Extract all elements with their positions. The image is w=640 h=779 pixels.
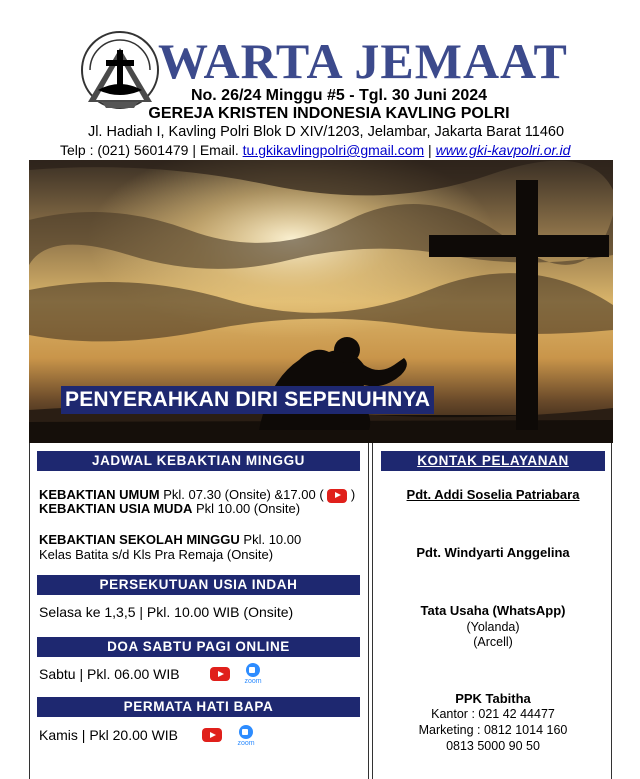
pastor-addi: Pdt. Addi Soselia Patriabara bbox=[406, 487, 580, 502]
kebaktian-muda-line bbox=[39, 501, 300, 516]
ppk-kantor: Kantor : 021 42 44477 bbox=[431, 707, 555, 721]
kebaktian-umum-time: Pkl. 07.30 (Onsite) &17.00 ( bbox=[163, 487, 324, 502]
permata-heading: PERMATA HATI BAPA bbox=[37, 697, 360, 717]
ppk-title: PPK Tabitha bbox=[455, 691, 531, 706]
email-link[interactable]: tu.gkikavlingpolri@gmail.com bbox=[242, 142, 425, 158]
phone-text: Telp : (021) 5601479 | Email. bbox=[60, 142, 239, 158]
sekolah-minggu-label: KEBAKTIAN SEKOLAH MINGGU bbox=[39, 532, 240, 547]
zoom-icon[interactable] bbox=[235, 725, 257, 751]
youtube-icon[interactable] bbox=[202, 728, 222, 742]
tata-usaha-title: Tata Usaha (WhatsApp) bbox=[420, 603, 566, 618]
zoom-label: zoom bbox=[244, 678, 262, 685]
youtube-icon[interactable] bbox=[210, 667, 230, 681]
doa-sabtu-text: Sabtu | Pkl. 06.00 WIB bbox=[39, 666, 180, 682]
pastor-windyarti: Pdt. Windyarti Anggelina bbox=[416, 545, 570, 560]
tata-usaha-arcell: (Arcell) bbox=[473, 635, 513, 649]
sekolah-minggu-time: Pkl. 10.00 bbox=[243, 532, 302, 547]
hero-image bbox=[29, 160, 613, 443]
permata-text: Kamis | Pkl 20.00 WIB bbox=[39, 727, 179, 743]
usia-indah-text: Selasa ke 1,3,5 | Pkl. 10.00 WIB (Onsite) bbox=[39, 604, 294, 620]
hero-caption: PENYERAHKAN DIRI SEPENUHNYA bbox=[61, 386, 434, 414]
schedule-heading: JADWAL KEBAKTIAN MINGGU bbox=[37, 451, 360, 471]
church-address: Jl. Hadiah I, Kavling Polri Blok D XIV/1203, Jelambar, Jakarta Barat 11460 bbox=[87, 124, 565, 140]
kebaktian-umum-label: KEBAKTIAN UMUM bbox=[39, 487, 160, 502]
contact-line bbox=[60, 142, 570, 158]
youtube-icon[interactable] bbox=[327, 489, 347, 503]
sekolah-minggu-desc: Kelas Batita s/d Kls Pra Remaja (Onsite) bbox=[39, 547, 274, 562]
usia-indah-heading: PERSEKUTUAN USIA INDAH bbox=[37, 575, 360, 595]
ppk-phone2: 0813 5000 90 50 bbox=[446, 739, 540, 753]
church-name: GEREJA KRISTEN INDONESIA KAVLING POLRI bbox=[148, 105, 510, 122]
doa-sabtu-heading: DOA SABTU PAGI ONLINE bbox=[37, 637, 360, 657]
website-link[interactable]: www.gki-kavpolri.or.id bbox=[435, 142, 571, 158]
newsletter-title: WARTA JEMAAT bbox=[158, 33, 568, 89]
contacts-heading: KONTAK PELAYANAN bbox=[381, 451, 605, 471]
tata-usaha-yolanda: (Yolanda) bbox=[466, 620, 520, 634]
sekolah-minggu-line bbox=[39, 532, 301, 547]
kebaktian-muda-time: Pkl 10.00 (Onsite) bbox=[195, 501, 301, 516]
separator: | bbox=[428, 142, 432, 158]
zoom-logo-icon bbox=[246, 663, 260, 677]
schedule-panel bbox=[29, 443, 369, 779]
zoom-icon[interactable] bbox=[242, 663, 264, 689]
ppk-marketing: Marketing : 0812 1014 160 bbox=[418, 723, 568, 737]
zoom-label: zoom bbox=[237, 740, 255, 747]
issue-line: No. 26/24 Minggu #5 - Tgl. 30 Juni 2024 bbox=[190, 87, 488, 104]
contacts-panel bbox=[372, 443, 612, 779]
zoom-logo-icon bbox=[239, 725, 253, 739]
kebaktian-umum-close: ) bbox=[350, 487, 356, 502]
kebaktian-muda-label: KEBAKTIAN USIA MUDA bbox=[39, 501, 193, 516]
